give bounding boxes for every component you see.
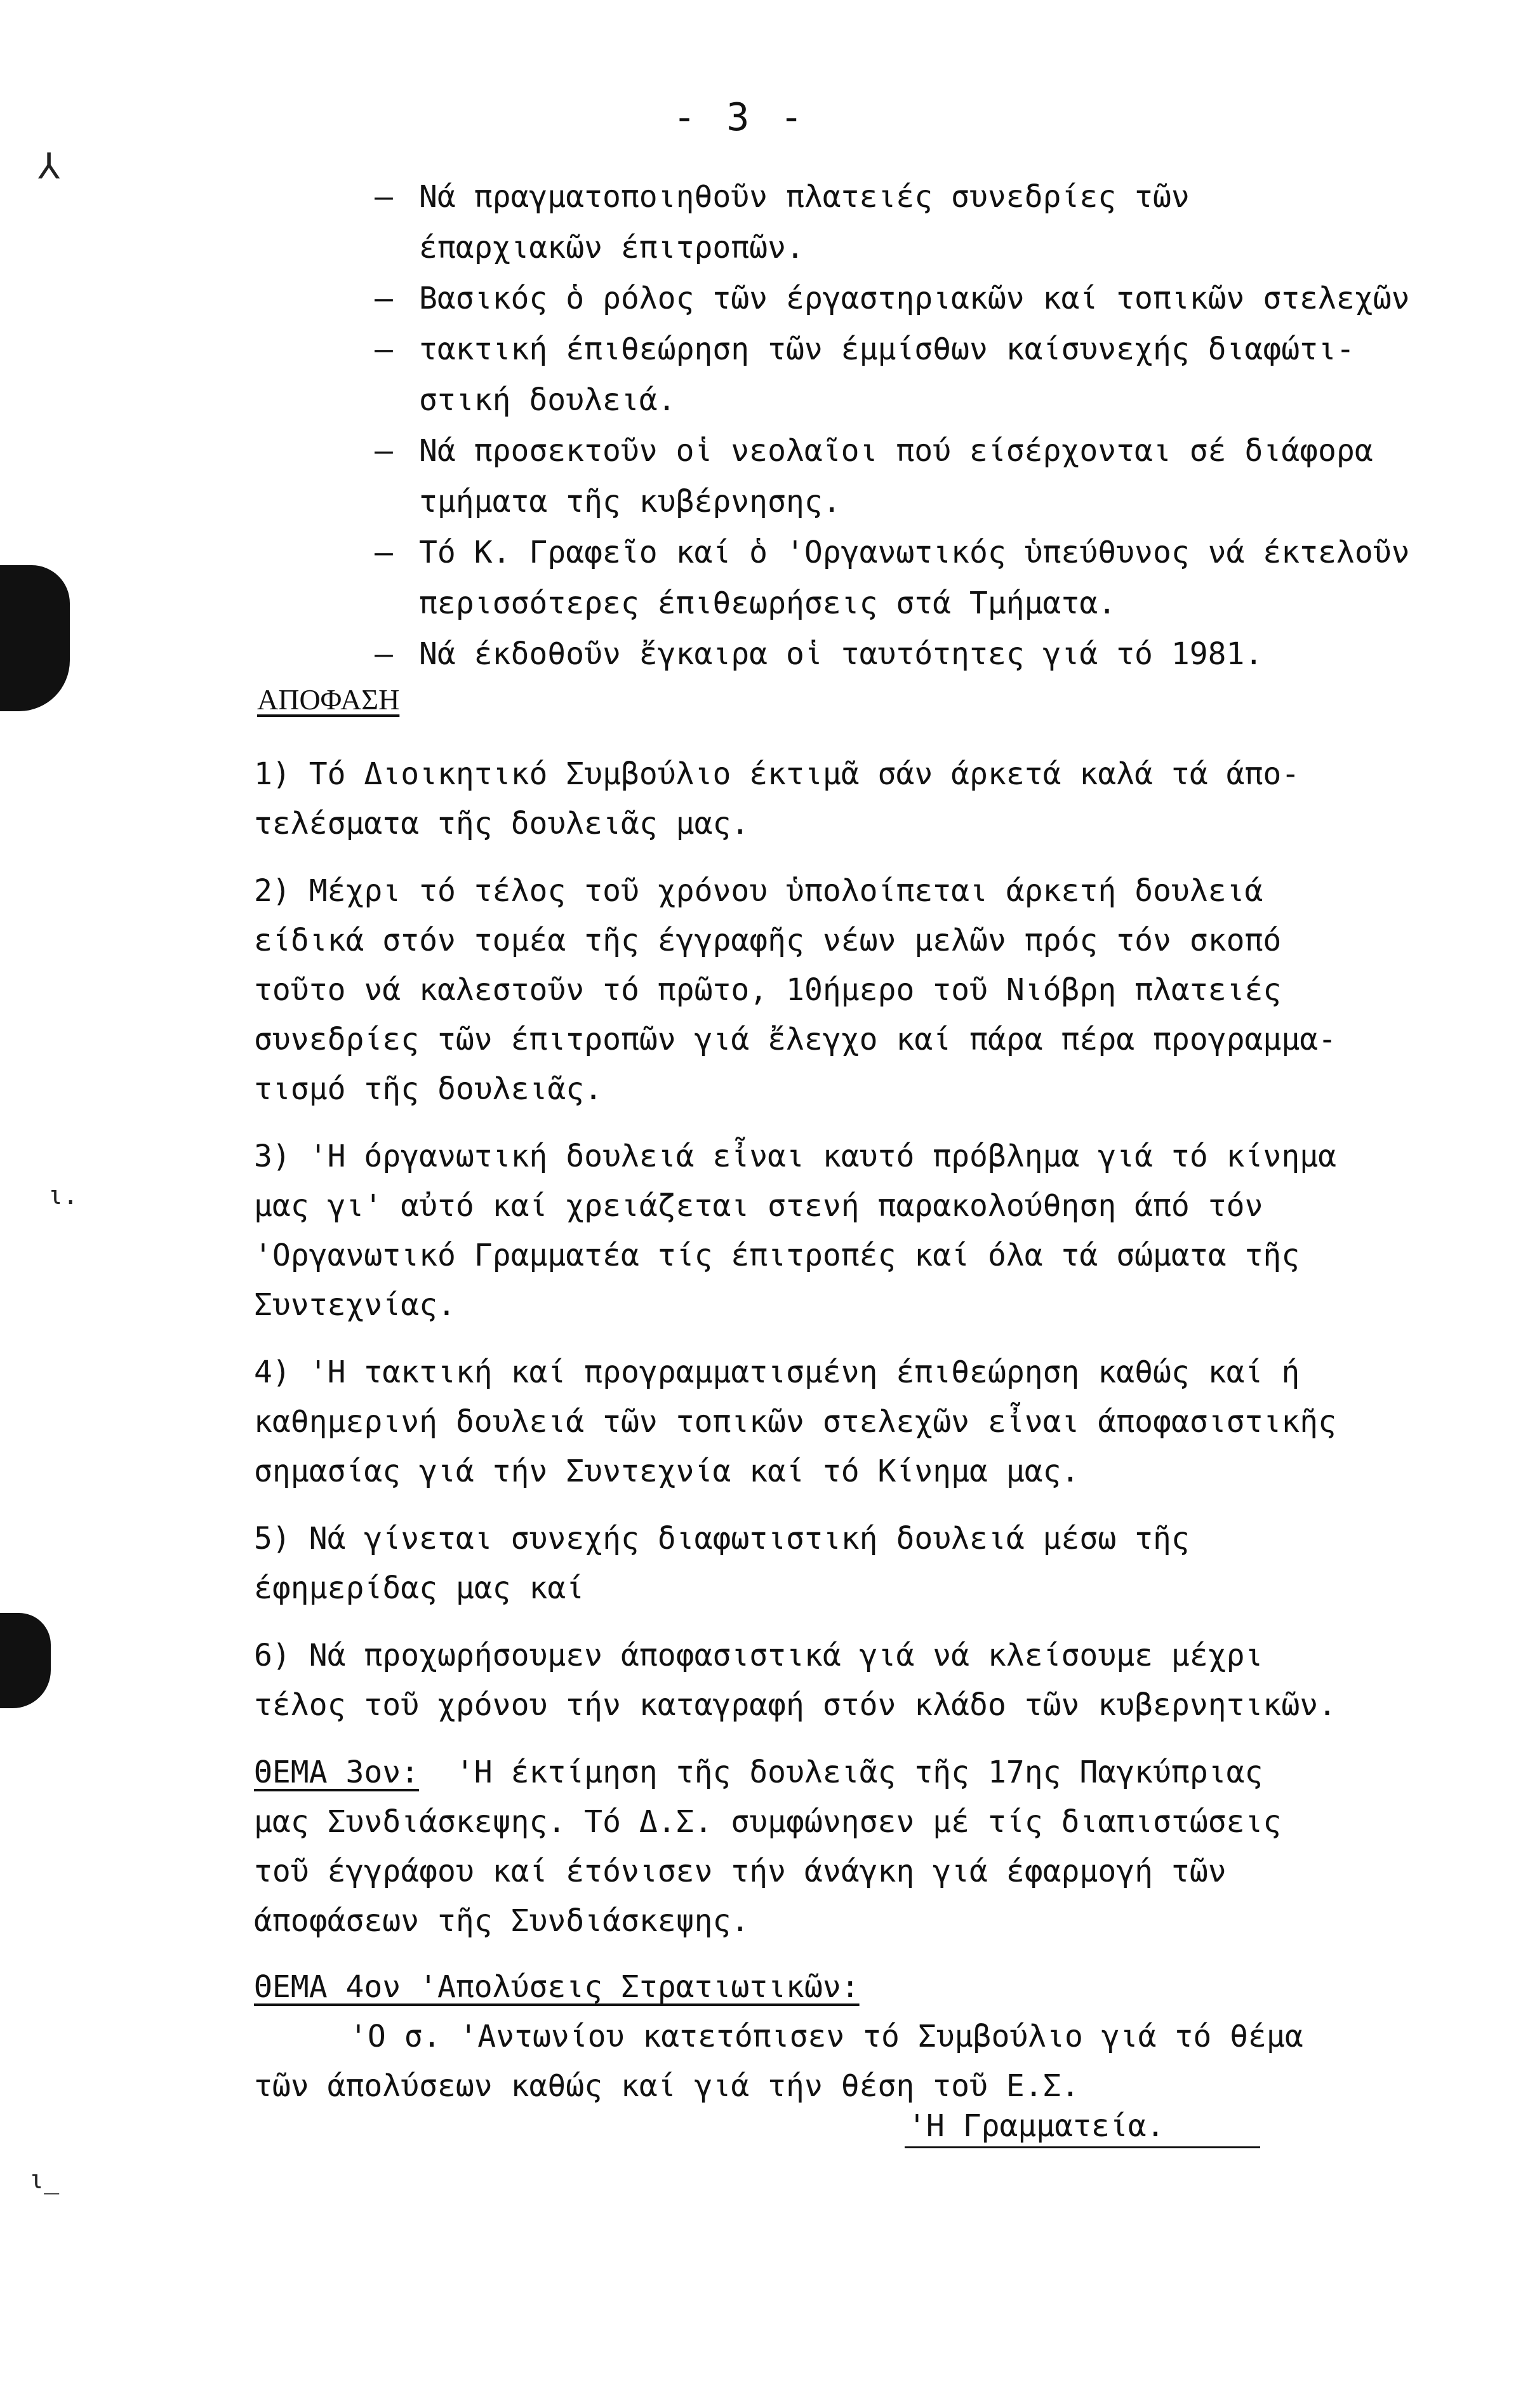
decision-line: τισμό τῆς δουλειᾶς. (254, 1071, 603, 1107)
decision-line: 1) Τό Διοικητικό Συμβούλιο έκτιμᾶ σάν άρκετά καλά τά άπο- (254, 756, 1300, 792)
page-number: - 3 - (673, 95, 807, 140)
decision-line: Συντεχνίας. (254, 1287, 456, 1323)
bullet-line: Νά προσεκτοῦν οἱ νεολαῖοι πού είσέρχονται σέ διάφορα (419, 433, 1373, 469)
decision-line: σημασίας γιά τήν Συντεχνία καί τό Κίνημα μας. (254, 1454, 1080, 1489)
decision-item (254, 1514, 1454, 1613)
bullet-line: Νά πραγματοποιηθοῦν πλατειές συνεδρίες τῶν (419, 179, 1190, 215)
decision-line: συνεδρίες τῶν έπιτροπῶν γιά ἔλεγχο καί πάρα πέρα προγραμμα- (254, 1022, 1337, 1057)
bullet-item (375, 527, 1454, 629)
bullet-dash: – (375, 281, 393, 316)
decision-item (254, 749, 1454, 848)
decision-line: τέλος τοῦ χρόνου τήν καταγραφή στόν κλάδο τῶν κυβερνητικῶν. (254, 1687, 1337, 1723)
bullet-line: Νά έκδοθοῦν ἔγκαιρα οἱ ταυτότητες γιά τό 1981. (419, 636, 1263, 672)
scan-mark-2: ι. (48, 1181, 79, 1210)
bullet-list (375, 171, 1454, 679)
decision-item (254, 1348, 1454, 1496)
decision-line: είδικά στόν τομέα τῆς έγγραφῆς νέων μελῶν πρός τόν σκοπό (254, 923, 1282, 958)
decision-line: 5) Νά γίνεται συνεχής διαφωτιστική δουλειά μέσω τῆς (254, 1521, 1190, 1556)
bullet-line: περισσότερες έπιθεωρήσεις στά Τμήματα. (419, 585, 1117, 621)
topic-4-line: 'Ο σ. 'Αντωνίου κατετόπισεν τό Συμβούλιο γιά τό θέμα (349, 2019, 1303, 2054)
bullet-dash: – (375, 433, 393, 469)
decision-line: 6) Νά προχωρήσουμεν άποφασιστικά γιά νά κλείσουμε μέχρι (254, 1638, 1263, 1673)
decision-line: έφημερίδας μας καί (254, 1570, 585, 1606)
bullet-item (375, 425, 1454, 527)
signature-underline (905, 2146, 1260, 2148)
topic-3-first-line: 'Η έκτίμηση τῆς δουλειᾶς τῆς 17ης Παγκύπριας (455, 1755, 1263, 1790)
topic-3 (254, 1748, 1454, 1946)
topic-3-line: άποφάσεων τῆς Συνδιάσκεψης. (254, 1903, 750, 1939)
topic-4 (254, 1962, 1454, 2111)
decision-line: 4) 'Η τακτική καί προγραμματισμένη έπιθεώρηση καθώς καί ή (254, 1354, 1300, 1390)
decision-line: τοῦτο νά καλεστοῦν τό πρῶτο, 10ήμερο τοῦ Νιόβρη πλατειές (254, 972, 1282, 1008)
decision-line: 2) Μέχρι τό τέλος τοῦ χρόνου ὑπολοίπεται άρκετή δουλειά (254, 873, 1263, 909)
decision-line: 3) 'Η όργανωτική δουλειά εἶναι καυτό πρόβλημα γιά τό κίνημα (254, 1139, 1337, 1174)
decision-line: μας γι' αὐτό καί χρειάζεται στενή παρακολούθηση άπό τόν (254, 1188, 1263, 1224)
bullet-dash: – (375, 535, 393, 570)
decision-heading: ΑΠΟΦΑΣΗ (257, 683, 400, 716)
bullet-item (375, 324, 1454, 425)
bullet-line: τμήματα τῆς κυβέρνησης. (419, 484, 841, 519)
decision-list (254, 749, 1454, 2127)
decision-line: τελέσματα τῆς δουλειᾶς μας. (254, 806, 750, 841)
topic-3-label: ΘΕΜΑ 3ον: (254, 1755, 420, 1790)
bullet-line: στική δουλειά. (419, 382, 676, 418)
bullet-item (375, 171, 1454, 273)
bullet-line: Τό Κ. Γραφεῖο καί ὁ 'Οργανωτικός ὑπεύθυνος νά έκτελοῦν (419, 535, 1410, 570)
bullet-item (375, 629, 1454, 679)
decision-item (254, 866, 1454, 1114)
topic-4-label: ΘΕΜΑ 4ον 'Απολύσεις Στρατιωτικῶν: (254, 1969, 860, 2005)
scan-mark-3: ι_ (29, 2165, 60, 2195)
topic-3-line: μας Συνδιάσκεψης. Τό Δ.Σ. συμφώνησεν μέ τίς διαπιστώσεις (254, 1804, 1282, 1840)
topic-3-line: τοῦ έγγράφου καί έτόνισεν τήν άνάγκη γιά έφαρμογή τῶν (254, 1854, 1227, 1889)
bullet-dash: – (375, 179, 393, 215)
decision-item (254, 1132, 1454, 1330)
bullet-line: τακτική έπιθεώρηση τῶν έμμίσθων καίσυνεχής διαφώτι- (419, 331, 1355, 367)
bullet-dash: – (375, 636, 393, 672)
decision-line: καθημερινή δουλειά τῶν τοπικῶν στελεχῶν εἶναι άποφασιστικῆς (254, 1404, 1337, 1440)
bullet-line: έπαρχιακῶν έπιτροπῶν. (419, 230, 804, 265)
signature: 'Η Γραμματεία. (908, 2108, 1165, 2144)
topic-4-line: τῶν άπολύσεων καθώς καί γιά τήν θέση τοῦ Ε.Σ. (254, 2068, 1080, 2104)
bullet-item (375, 273, 1454, 324)
scan-mark-1: ⅄ (38, 146, 60, 187)
bullet-line: Βασικός ὁ ρόλος τῶν έργαστηριακῶν καί τοπικῶν στελεχῶν (419, 281, 1410, 316)
decision-line: 'Οργανωτικό Γραμματέα τίς έπιτροπές καί όλα τά σώματα τῆς (254, 1238, 1300, 1273)
decision-item (254, 1631, 1454, 1730)
bullet-dash: – (375, 331, 393, 367)
scan-blot-top (0, 565, 70, 711)
scan-blot-bottom (0, 1613, 51, 1708)
